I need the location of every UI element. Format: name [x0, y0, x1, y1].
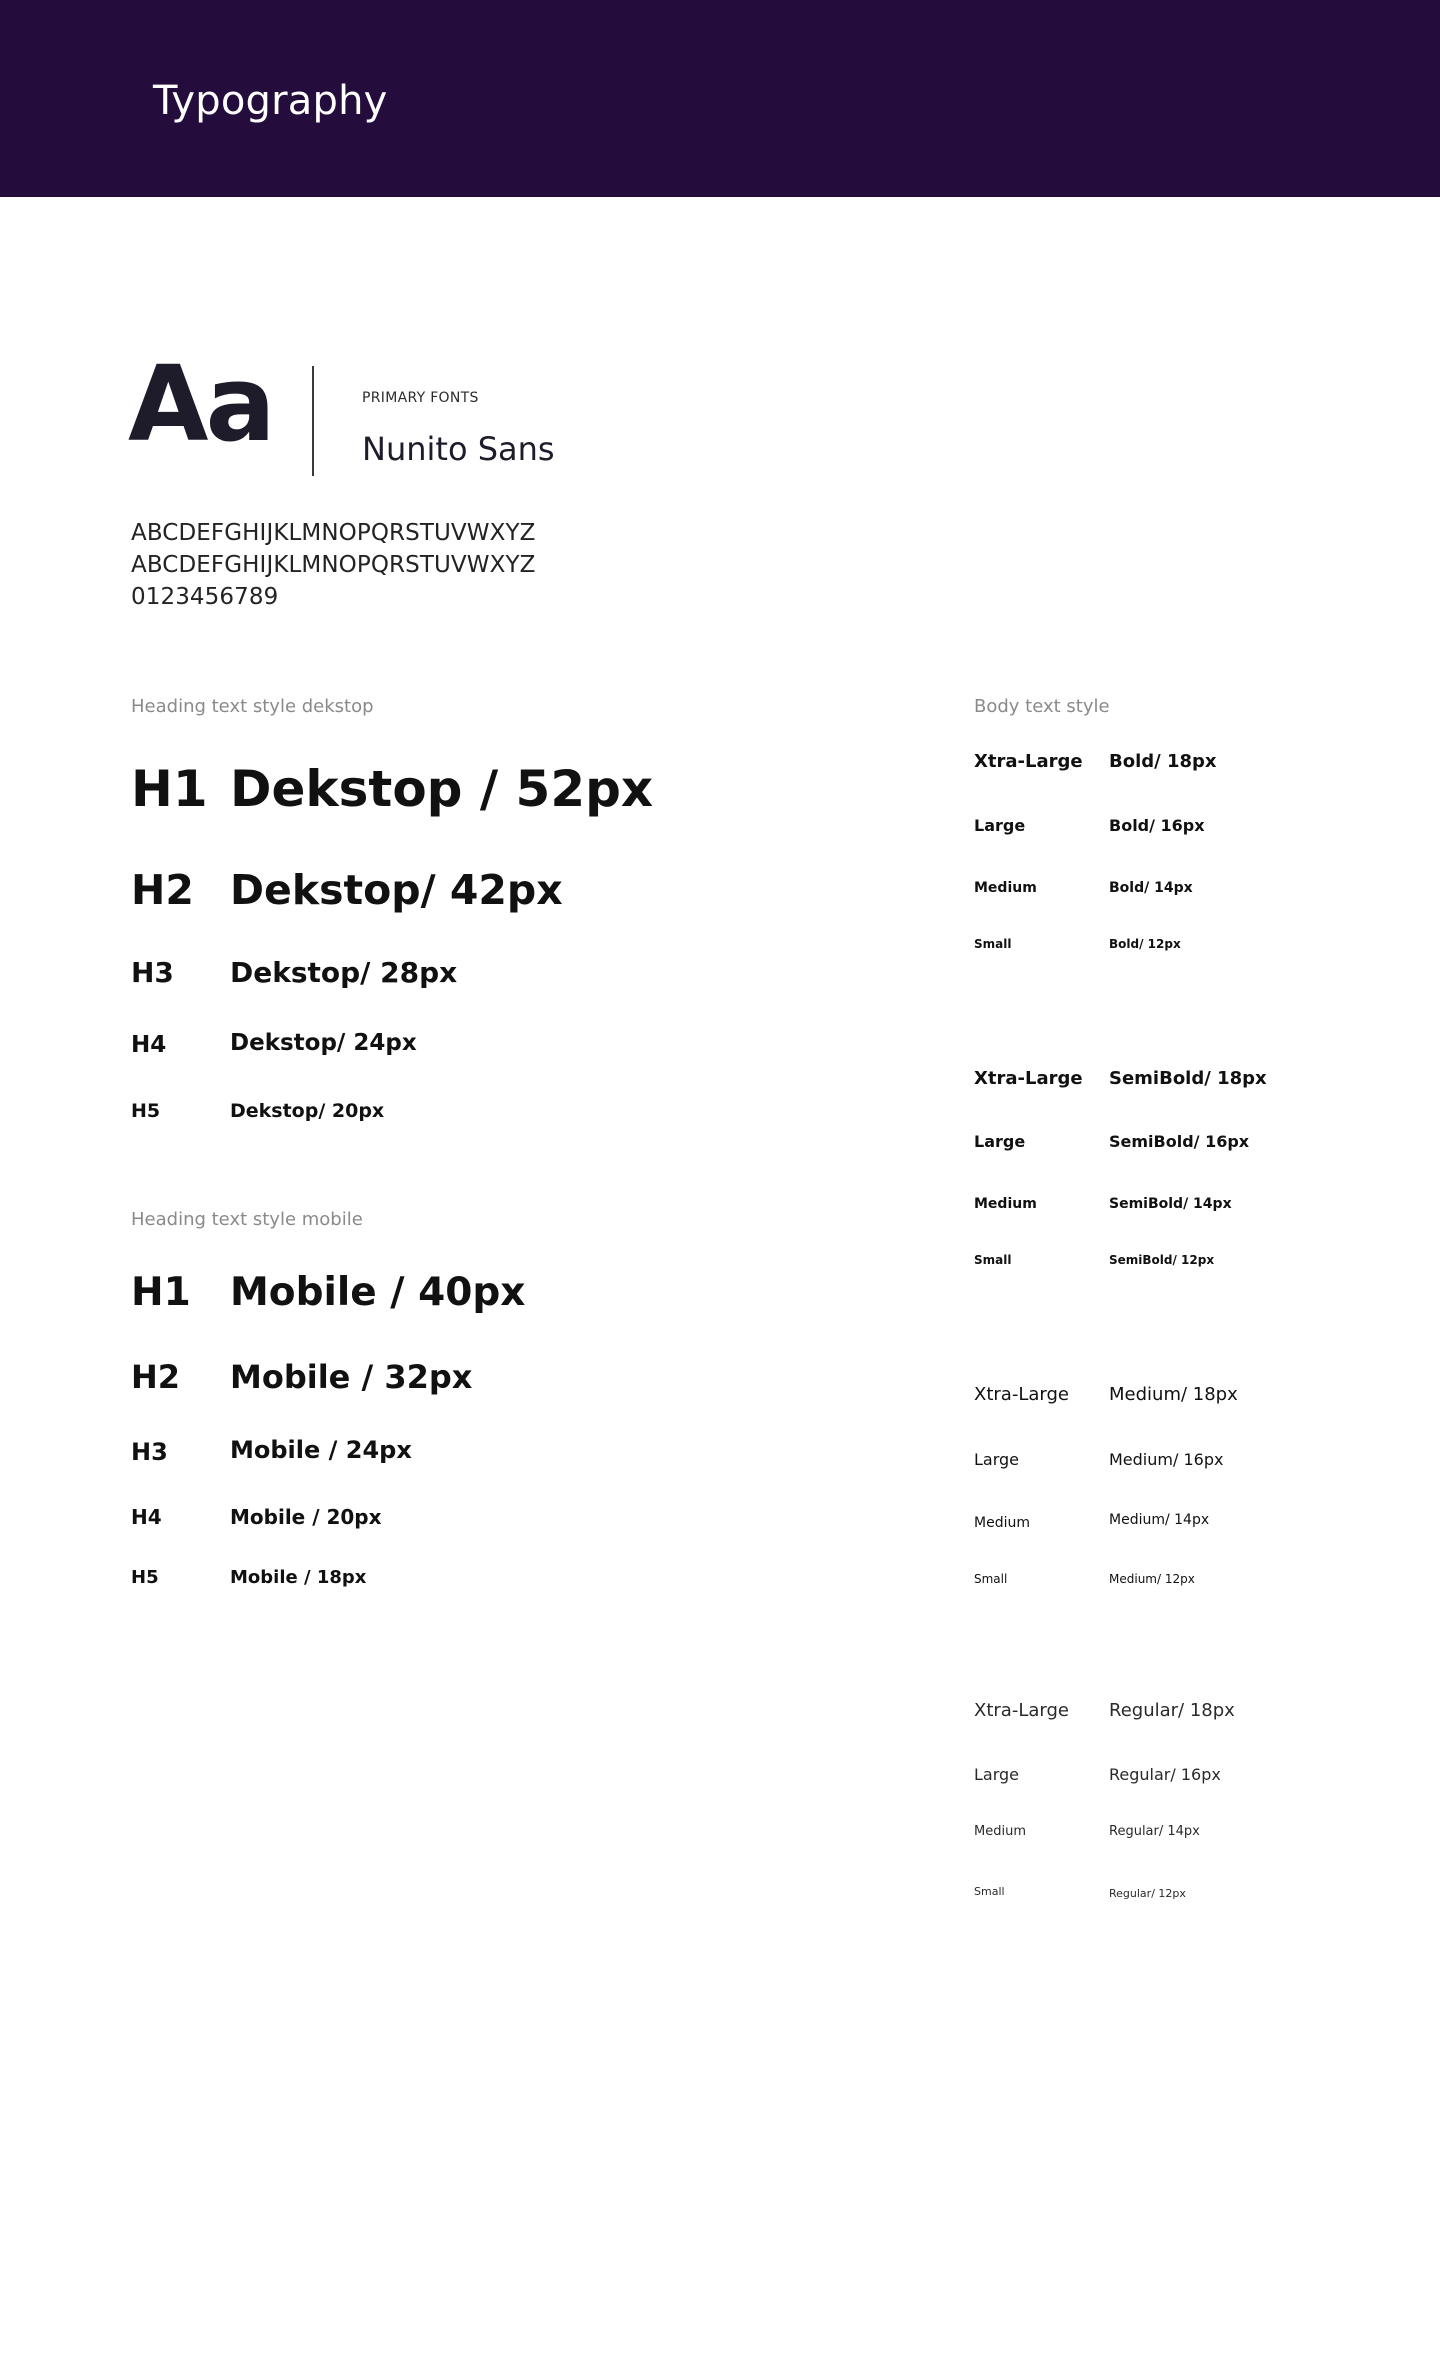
body-semibold-s-desc: SemiBold/ 12px	[1109, 1253, 1215, 1267]
body-bold-xl-desc: Bold/ 18px	[1109, 751, 1217, 772]
body-bold-m-desc: Bold/ 14px	[1109, 880, 1193, 896]
body-regular-xl-desc: Regular/ 18px	[1109, 1700, 1235, 1721]
body-bold-l-key: Large	[974, 816, 1026, 835]
body-bold-s-desc: Bold/ 12px	[1109, 937, 1181, 951]
alphabet-line: ABCDEFGHIJKLMNOPQRSTUVWXYZ	[131, 520, 536, 546]
body-bold-xl-key: Xtra-Large	[974, 751, 1083, 772]
body-medium-m-key: Medium	[974, 1515, 1030, 1531]
body-semibold-l-desc: SemiBold/ 16px	[1109, 1132, 1250, 1151]
page-title: Typography	[153, 78, 388, 124]
mobile-h2-desc: Mobile / 32px	[230, 1358, 473, 1396]
desktop-h3-tag: H3	[131, 956, 174, 989]
desktop-h4-desc: Dekstop/ 24px	[230, 1030, 417, 1056]
mobile-h1-tag: H1	[131, 1270, 191, 1315]
body-bold-m-key: Medium	[974, 880, 1037, 896]
body-semibold-s-key: Small	[974, 1253, 1012, 1267]
desktop-h3-desc: Dekstop/ 28px	[230, 956, 458, 989]
body-semibold-m-desc: SemiBold/ 14px	[1109, 1196, 1232, 1212]
mobile-h3-tag: H3	[131, 1438, 168, 1466]
body-medium-xl-desc: Medium/ 18px	[1109, 1384, 1238, 1405]
mobile-h5-tag: H5	[131, 1567, 159, 1588]
mobile-h4-tag: H4	[131, 1505, 162, 1529]
desktop-h5-tag: H5	[131, 1100, 161, 1122]
desktop-h2-desc: Dekstop/ 42px	[230, 866, 563, 914]
desktop-h1-tag: H1	[131, 760, 208, 818]
body-medium-l-key: Large	[974, 1450, 1020, 1469]
desktop-h4-tag: H4	[131, 1032, 167, 1058]
mobile-h5-desc: Mobile / 18px	[230, 1567, 367, 1588]
body-regular-s-desc: Regular/ 12px	[1109, 1887, 1186, 1900]
body-text-label: Body text style	[974, 696, 1110, 717]
body-regular-m-desc: Regular/ 14px	[1109, 1824, 1200, 1839]
body-medium-s-key: Small	[974, 1572, 1008, 1586]
desktop-h1-desc: Dekstop / 52px	[230, 760, 654, 818]
body-medium-s-desc: Medium/ 12px	[1109, 1572, 1195, 1586]
body-semibold-m-key: Medium	[974, 1196, 1037, 1212]
body-regular-l-desc: Regular/ 16px	[1109, 1765, 1221, 1784]
body-regular-s-key: Small	[974, 1885, 1005, 1898]
mobile-h2-tag: H2	[131, 1358, 181, 1396]
body-bold-l-desc: Bold/ 16px	[1109, 816, 1205, 835]
body-regular-l-key: Large	[974, 1765, 1020, 1784]
body-regular-xl-key: Xtra-Large	[974, 1700, 1069, 1721]
body-semibold-xl-desc: SemiBold/ 18px	[1109, 1068, 1267, 1089]
alphabet-line: ABCDEFGHIJKLMNOPQRSTUVWXYZ	[131, 552, 536, 578]
desktop-h2-tag: H2	[131, 866, 194, 914]
digits-line: 0123456789	[131, 584, 279, 610]
vertical-divider	[312, 366, 314, 476]
body-medium-m-desc: Medium/ 14px	[1109, 1512, 1210, 1528]
desktop-h5-desc: Dekstop/ 20px	[230, 1100, 385, 1122]
font-sample-glyph: Aa	[128, 343, 273, 465]
primary-font-name: Nunito Sans	[362, 430, 555, 468]
body-semibold-l-key: Large	[974, 1132, 1026, 1151]
body-medium-xl-key: Xtra-Large	[974, 1384, 1069, 1405]
body-medium-l-desc: Medium/ 16px	[1109, 1450, 1224, 1469]
heading-mobile-label: Heading text style mobile	[131, 1209, 363, 1230]
mobile-h3-desc: Mobile / 24px	[230, 1436, 412, 1464]
primary-fonts-label: PRIMARY FONTS	[362, 390, 479, 406]
body-bold-s-key: Small	[974, 937, 1012, 951]
page-header	[0, 0, 1440, 197]
body-regular-m-key: Medium	[974, 1824, 1026, 1839]
mobile-h1-desc: Mobile / 40px	[230, 1270, 526, 1315]
heading-desktop-label: Heading text style dekstop	[131, 696, 374, 717]
body-semibold-xl-key: Xtra-Large	[974, 1068, 1083, 1089]
mobile-h4-desc: Mobile / 20px	[230, 1505, 382, 1529]
